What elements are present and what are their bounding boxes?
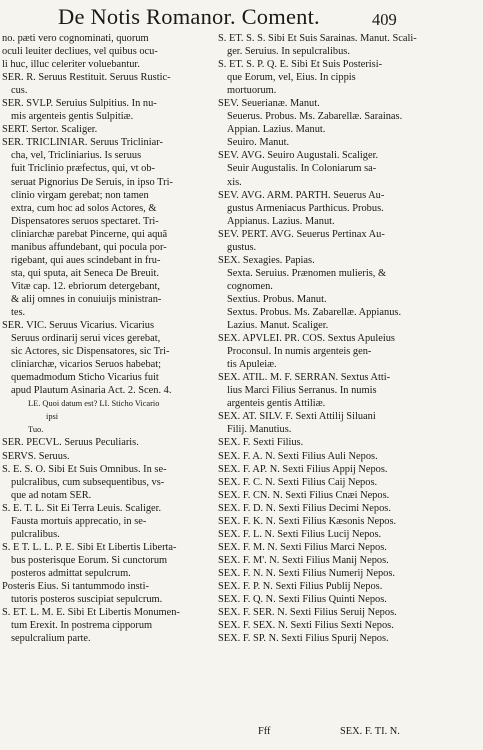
- text-line: SEV. AVG. ARM. PARTH. Seuerus Au-: [218, 189, 385, 201]
- text-line: Proconsul. In numis argenteis gen-: [227, 346, 372, 358]
- text-line: SEX. F. SEX. N. Sexti Filius Sexti Nepos.: [218, 620, 394, 632]
- text-line: S. E T. L. L. P. E. Sibi Et Libertis Liberta-: [2, 541, 177, 553]
- text-line: clinio virgam gerebat; non tamen: [11, 189, 149, 201]
- text-line: SEX. F. D. N. Sexti Filius Decimi Nepos.: [218, 502, 391, 514]
- text-line: SEV. PERT. AVG. Seuerus Pertinax Au-: [218, 228, 385, 240]
- text-line: & alij omnes in conuiuijs ministran-: [11, 293, 162, 305]
- text-line: apud Plautum Asinaria Act. 2. Scen. 4.: [11, 385, 172, 397]
- text-line: Sexta. Seruius. Prænomen mulieris, &: [227, 267, 387, 279]
- text-line: Sextius. Probus. Manut.: [227, 293, 327, 305]
- text-line: Sextus. Probus. Ms. Zabarellæ. Appianus.: [227, 306, 402, 318]
- text-line: SEX. F. M'. N. Sexti Filius Manij Nepos.: [218, 554, 389, 566]
- text-line: Tuo.: [28, 425, 44, 435]
- text-line: SEX. F. Q. N. Sexti Filius Quinti Nepos.: [218, 594, 387, 606]
- text-line: tes.: [11, 306, 26, 318]
- text-line: SEX. F. SP. N. Sexti Filius Spurij Nepos.: [218, 633, 389, 645]
- text-line: Seuiro. Manut.: [227, 137, 290, 149]
- text-line: sepulcralium parte.: [11, 633, 91, 645]
- text-line: SEX. F. SER. N. Sexti Filius Seruij Nepos.: [218, 607, 397, 619]
- text-line: Seuir Augustalis. In Coloniarum sa-: [227, 163, 377, 175]
- text-line: S. ET. S. P. Q. E. Sibi Et Suis Posterisi-: [218, 59, 383, 71]
- text-line: S. E. S. O. Sibi Et Suis Omnibus. In se-: [2, 463, 167, 475]
- text-line: SEX. F. N. N. Sexti Filius Numerij Nepos.: [218, 567, 395, 579]
- text-line: Vitæ cap. 12. ebriorum detergebant,: [11, 280, 160, 292]
- signature-mark: Fff: [258, 726, 271, 737]
- text-line: Filij. Manutius.: [227, 424, 292, 436]
- text-line: cognomen.: [227, 280, 273, 292]
- text-line: cliniarchæ parebat Pincerne, qui aquã: [11, 228, 168, 240]
- text-line: posteros admittat sepulcrum.: [11, 567, 131, 579]
- text-line: SER. R. Seruus Restituit. Seruus Rustic-: [2, 72, 171, 84]
- text-line: gustus.: [227, 241, 257, 253]
- text-line: sta, qui sputa, ait Seneca De Breuit.: [11, 267, 160, 279]
- text-line: Seruus ordinarij serui vices gerebat,: [11, 333, 161, 345]
- catchword: SEX. F. TI. N.: [340, 726, 400, 737]
- text-line: SER. TRICLINIAR. Seruus Tricliniar-: [2, 137, 163, 149]
- text-line: SEX. AT. SILV. F. Sexti Attilij Siluani: [218, 411, 376, 423]
- text-line: oculi leuiter decliues, vel quibus ocu-: [2, 46, 158, 58]
- text-line: S. E. T. L. Sit Ei Terra Leuis. Scaliger.: [2, 502, 162, 514]
- text-line: SEX. Sexagies. Papias.: [218, 254, 315, 266]
- text-line: argenteis gentis Attiliæ.: [227, 398, 326, 410]
- text-line: pulcralibus, cum subsequentibus, vs-: [11, 476, 165, 488]
- text-line: xis.: [227, 176, 242, 188]
- text-line: tutoris posteros suscipiat sepulcrum.: [11, 594, 163, 606]
- text-line: pulcralibus.: [11, 528, 60, 540]
- text-line: Seuerus. Probus. Ms. Zabarellæ. Sarainas.: [227, 111, 403, 123]
- text-line: extra, cum hoc ad solos Actores, &: [11, 202, 157, 214]
- text-line: SEX. F. M. N. Sexti Filius Marci Nepos.: [218, 541, 387, 553]
- text-line: quemadmodum Sticho Vicarius fuit: [11, 372, 159, 384]
- text-line: Posteris Eius. Si tantummodo insti-: [2, 580, 149, 592]
- text-line: S. ET. S. S. Sibi Et Suis Sarainas. Manut. Scali-: [218, 33, 417, 44]
- text-line: SEX. ATIL. M. F. SERRAN. Sextus Atti-: [218, 372, 391, 384]
- text-line: SER. SVLP. Seruius Sulpitius. In nu-: [2, 98, 157, 110]
- text-line: SEX. F. L. N. Sexti Filius Lucij Nepos.: [218, 528, 382, 540]
- right-column: [218, 32, 480, 645]
- text-line: li huc, illuc celeriter voluebantur.: [2, 59, 140, 71]
- text-line: tum Erexit. In postrema cipporum: [11, 620, 153, 632]
- text-line: SEV. Seuerianæ. Manut.: [218, 98, 320, 110]
- text-line: SEX. F. K. N. Sexti Filius Kæsonis Nepos.: [218, 515, 397, 527]
- running-head-title: De Notis Romanor. Coment.: [58, 4, 320, 29]
- text-line: SEX. F. CN. N. Sexti Filius Cnæi Nepos.: [218, 489, 390, 501]
- text-line: Appian. Lazius. Manut.: [227, 124, 326, 136]
- text-line: SEV. AVG. Seuiro Augustali. Scaliger.: [218, 150, 379, 162]
- text-line: SEX. F. P. N. Sexti Filius Publij Nepos.: [218, 580, 383, 592]
- text-line: ipsi: [46, 412, 59, 422]
- text-line: cha, vel, Tricliniarius. Is seruus: [11, 150, 142, 162]
- text-line: seruat Pignorius De Seruis, in ipso Tri-: [11, 176, 173, 188]
- text-line: SEX. F. AP. N. Sexti Filius Appij Nepos.: [218, 463, 388, 475]
- text-line: manibus affundebant, qui pocula por-: [11, 241, 167, 253]
- text-line: SER. PECVL. Seruus Peculiaris.: [2, 437, 139, 449]
- text-line: gustus Armeniacus Parthicus. Probus.: [227, 202, 384, 214]
- text-line: Lazius. Manut. Scaliger.: [227, 320, 329, 332]
- text-line: Fausta mortuis apprecatio, in se-: [11, 515, 147, 527]
- text-line: rigebant, qui aues scindebant in fru-: [11, 254, 161, 266]
- text-line: SERT. Sertor. Scaliger.: [2, 124, 98, 136]
- text-line: S. ET. L. M. E. Sibi Et Libertis Monumen-: [2, 607, 180, 619]
- text-line: mis argenteis gentis Sulpitiæ.: [11, 111, 134, 123]
- running-head: [0, 4, 483, 30]
- text-line: cus.: [11, 85, 28, 97]
- text-line: sic Actores, sic Dispensatores, sic Tri-: [11, 346, 170, 358]
- text-line: ger. Seruius. In sepulcralibus.: [227, 46, 350, 58]
- left-column: [2, 32, 214, 645]
- text-line: SEX. APVLEI. PR. COS. Sextus Apuleius: [218, 333, 395, 345]
- page-footer: [0, 726, 483, 740]
- text-line: que ad notam SER.: [11, 489, 92, 501]
- text-line: que Eorum, vel, Eius. In cippis: [227, 72, 356, 84]
- text-line: mortuorum.: [227, 85, 277, 97]
- text-line: SEX. F. Sexti Filius.: [218, 437, 304, 449]
- text-line: SER. VIC. Seruus Vicarius. Vicarius: [2, 320, 155, 332]
- page-number: 409: [372, 10, 397, 29]
- text-line: no. pæti vero cognominati, quorum: [2, 33, 149, 44]
- text-line: Dispensatores seruos spectaret. Tri-: [11, 215, 159, 227]
- text-line: lius Marci Filius Serranus. In numis: [227, 385, 377, 397]
- text-line: LE. Quoi datum est? LI. Sticho Vicario: [28, 399, 160, 409]
- text-line: fuit Triclinio præfectus, qui, vt ob-: [11, 163, 156, 175]
- text-line: bus posterisque Eorum. Si cunctorum: [11, 554, 168, 566]
- text-line: Appianus. Lazius. Manut.: [227, 215, 335, 227]
- text-line: cliniarchæ, vicarios Seruos habebat;: [11, 359, 162, 371]
- text-line: SEX. F. C. N. Sexti Filius Caij Nepos.: [218, 476, 378, 488]
- text-line: SEX. F. A. N. Sexti Filius Auli Nepos.: [218, 450, 378, 462]
- text-line: SERVS. Seruus.: [2, 450, 70, 462]
- text-line: tis Apuleiæ.: [227, 359, 277, 371]
